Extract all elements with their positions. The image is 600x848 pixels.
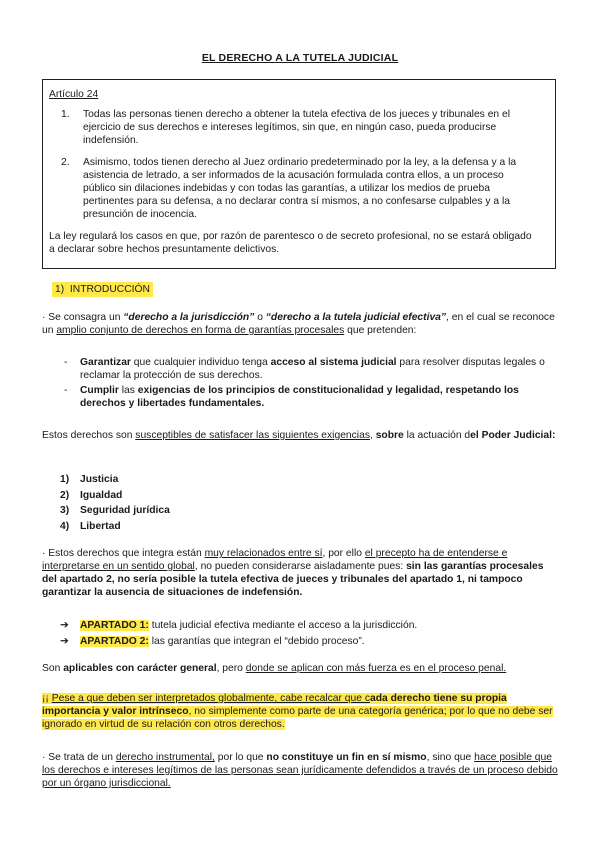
text-run-highlight: , no simplemente como parte de una categoría genérica; por lo que no debe ser ignorado en virtud de su relación con otros derechos. (42, 706, 553, 730)
text-run-underlined: muy relacionados entre sí (204, 548, 323, 559)
text-run-highlight-underlined: Pese a que deben ser interpretados globalmente, cabe recalcar que c (51, 693, 370, 704)
section-title: INTRODUCCIÓN (69, 284, 150, 295)
list-item (60, 473, 170, 489)
text-run-bold: Garantizar (80, 357, 131, 368)
apartado-label: APARTADO 2: (80, 636, 149, 647)
text-run-highlight: ¡¡ (42, 693, 52, 704)
text-run: , pero (216, 663, 246, 674)
text-run: las (118, 385, 138, 396)
apartado-text (80, 635, 365, 651)
text-run-bold: sobre (375, 430, 404, 441)
text-run: · Se trata de un (42, 752, 116, 763)
article-item (61, 156, 549, 221)
section-number: 1) (55, 284, 65, 295)
paragraph-exigencias (42, 429, 558, 442)
bullet-mark: - (64, 357, 68, 368)
paragraph-highlighted (42, 692, 558, 731)
article-item (61, 108, 549, 147)
text-run: , por ello (322, 548, 365, 559)
text-run: que cualquier individuo tenga (130, 357, 271, 368)
list-label: Seguridad jurídica (80, 505, 170, 516)
text-run-bold: exigencias de los principios de constitucionalidad y legalidad, respetando los derechos y libertades fundamentales. (80, 385, 519, 409)
text-run: · Se consagra un (42, 312, 124, 323)
article-heading: Artículo 24 (49, 89, 99, 100)
text-run-underlined: hace posible que los derechos e intereses legítimos de las personas sean jurídicamente defendidos a través de un proceso debido por un órgano jurisdiccional. (42, 752, 558, 789)
paragraph-instrumental (42, 751, 558, 790)
bullet-text (80, 356, 558, 382)
text-run: las garantías que integran el “debido proceso”. (148, 636, 365, 647)
arrow-icon: ➔ (60, 620, 69, 631)
section-heading (52, 282, 153, 297)
apartados-list (60, 619, 558, 651)
article-item-text: Todas las personas tienen derecho a obtener la tutela efectiva de los jueces y tribunales en el ejercicio de sus derechos e intereses legítimos, sin que, en ningún caso, pueda producirse indefensión. (83, 109, 511, 146)
text-run: Estos derechos son (42, 430, 136, 441)
list-number: 1) (60, 474, 70, 485)
list-number: 2) (60, 489, 70, 501)
article-item-number: 2. (61, 157, 70, 168)
paragraph-aplicables (42, 662, 558, 675)
article-item-text: Asimismo, todos tienen derecho al Juez ordinario predeterminado por la ley, a la defensa y a la asistencia de letrado, a ser informados de la acusación formulada contra ellos, a un proceso público sin dilaciones indebidas y con todas las garantías, a utilizar los medios de prueba pertinentes para su defensa, a no declarar contra sí mismos, a no confesarse culpables y a la presunción de inocencia. (83, 157, 517, 220)
text-run-bold: no constituye un fin en sí mismo (266, 752, 427, 763)
text-run-bold-italic: “derecho a la tutela judicial efectiva” (265, 312, 447, 323)
arrow-icon: ➔ (60, 636, 69, 647)
requirements-list (60, 473, 170, 535)
text-run: que pretenden: (344, 325, 417, 336)
list-item (60, 504, 170, 520)
text-run: por lo que (214, 752, 267, 763)
text-run: para resolver disputas legales o reclamar la protección de sus derechos. (80, 357, 545, 381)
text-run: , sino que (426, 752, 475, 763)
text-run-bold: aplicables con carácter general (63, 663, 217, 674)
list-item (64, 356, 558, 382)
page-title: EL DERECHO A LA TUTELA JUDICIAL (201, 52, 399, 64)
text-run: o (254, 312, 266, 323)
text-run: · Estos derechos que integra están (42, 548, 205, 559)
article-footer: La ley regulará los casos en que, por razón de parentesco o de secreto profesional, no se estará obligado a declarar sobre hechos presuntamente delictivos. (49, 231, 532, 255)
apartado-label: APARTADO 1: (80, 620, 149, 631)
paragraph-relacion (42, 547, 558, 599)
text-run: Son (42, 663, 64, 674)
text-run: , en el cual se reconoce un (42, 312, 555, 336)
apartado-text (80, 619, 417, 635)
list-number: 3) (60, 505, 70, 516)
text-run-bold-italic: “derecho a la jurisdicción” (123, 312, 255, 323)
list-item (64, 384, 558, 410)
list-label: Justicia (80, 474, 119, 485)
list-label: Igualdad (80, 489, 123, 501)
paragraph-intro (42, 311, 558, 337)
list-label: Libertad (80, 520, 121, 532)
list-item (60, 489, 170, 505)
text-run-bold: sin las garantías procesales del apartado 2, no sería posible la tutela efectiva de jueces y tribunales del apartado 1, ni tampoco garantizar la ausencia de situaciones de indefensión. (42, 561, 544, 598)
text-run: , (369, 430, 376, 441)
list-item (60, 635, 558, 651)
list-item (60, 520, 170, 536)
text-run-bold: acceso al sistema judicial (270, 357, 397, 368)
text-run-underlined: donde se aplican con más fuerza es en el proceso penal. (245, 663, 507, 674)
text-run-underlined: derecho instrumental, (115, 752, 215, 763)
text-run-underlined: el precepto ha de entenderse e interpretarse en un sentido global (42, 548, 508, 572)
text-run: tutela judicial efectiva mediante el acceso a la jurisdicción. (148, 620, 418, 631)
text-run-underlined: susceptibles de satisfacer las siguientes exigencias (135, 430, 370, 441)
bullet-list (64, 356, 558, 412)
bullet-text (80, 384, 558, 410)
text-run-highlight-bold: ada derecho tiene su propia importancia y valor intrínseco (42, 693, 507, 717)
text-run-bold: Cumplir (80, 385, 119, 396)
list-item (60, 619, 558, 635)
text-run-underlined: amplio conjunto de derechos en forma de garantías procesales (56, 325, 345, 336)
article-box (42, 79, 556, 269)
text-run: , no pueden considerarse aisladamente pues: (194, 561, 407, 572)
text-run: la actuación d (403, 430, 471, 441)
article-item-number: 1. (61, 109, 70, 120)
list-number: 4) (60, 520, 70, 532)
text-run-bold: el Poder Judicial: (470, 430, 556, 441)
bullet-mark: - (64, 385, 68, 396)
